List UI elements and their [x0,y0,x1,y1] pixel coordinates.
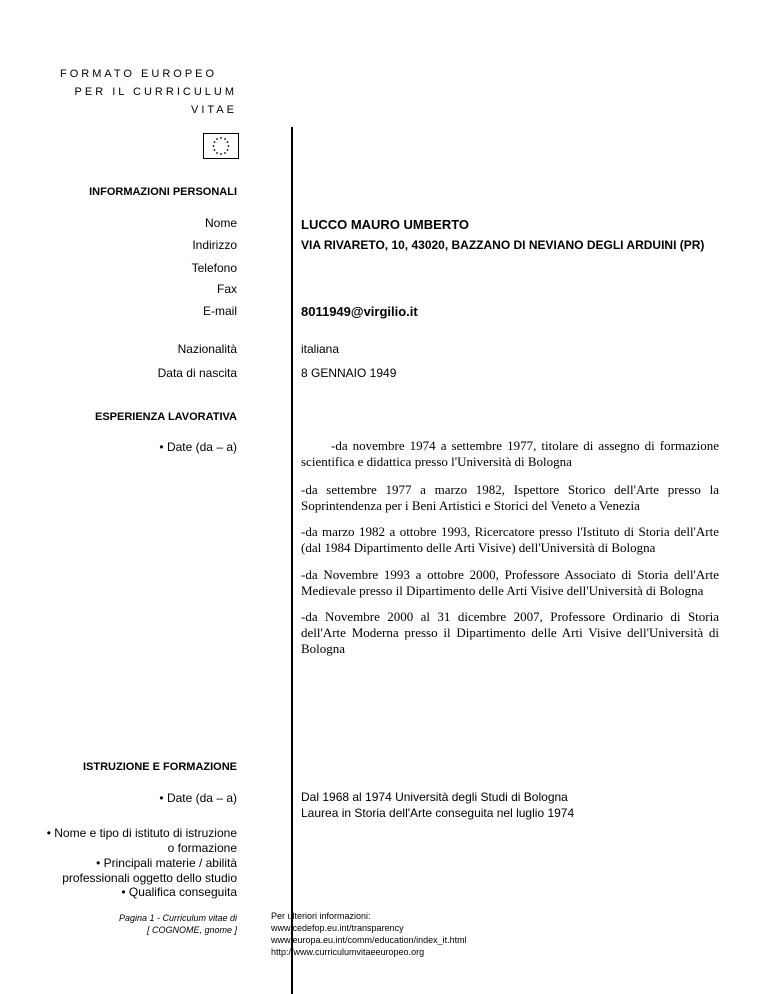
email-value[interactable]: 8011949@virgilio.it [301,304,418,319]
experience-item-5: -da Novembre 2000 al 31 dicembre 2007, Professore Ordinario di Storia dell'Arte Moderna presso il Dipartimento delle Arti Visive dell'Università di Bologna [301,609,719,656]
experience-item-1: -da novembre 1974 a settembre 1977, titolare di assegno di formazione scientifica e didattica presso l'Università di Bologna [301,438,719,469]
email-label: E-mail [202,304,237,318]
birth-value: 8 GENNAIO 1949 [301,366,397,380]
education-date-value-2: Laurea in Storia dell'Arte conseguita nel luglio 1974 [301,806,575,820]
education-date-value-1: Dal 1968 al 1974 Università degli Studi di Bologna [301,790,568,804]
experience-date-label: • Date (da – a) [159,440,237,454]
footer-page-label: Pagina 1 - Curriculum vitae di [118,913,237,923]
address-value: VIA RIVARETO, 10, 43020, BAZZANO DI NEVIANO DEGLI ARDUINI (PR) [301,238,705,252]
experience-item-2: -da settembre 1977 a marzo 1982, Ispettore Storico dell'Arte presso la Soprintendenza per i Beni Artistici e Storici del Veneto a Venezia [301,482,719,513]
cv-header-line-3: VITAE [191,104,237,116]
address-label: Indirizzo [192,238,237,252]
education-subjects-label: • Principali materie / abilità professionali oggetto dello studio [62,856,237,885]
footer-name-label: [ COGNOME, gnome ] [146,925,237,935]
section-title-experience: ESPERIENZA LAVORATIVA [95,411,237,423]
name-label: Nome [204,216,237,230]
eu-flag-icon [203,133,239,159]
nationality-label: Nazionalità [177,342,237,356]
footer-link-cedefop[interactable]: www.cedefop.eu.int/transparency [271,923,404,933]
section-title-personal: INFORMAZIONI PERSONALI [89,186,237,198]
phone-label: Telefono [191,261,237,275]
fax-label: Fax [216,282,237,296]
education-date-label: • Date (da – a) [159,791,237,805]
education-institute-label: • Nome e tipo di istituto di istruzione o formazione [46,826,237,855]
section-title-education: ISTRUZIONE E FORMAZIONE [83,761,237,773]
experience-item-4: -da Novembre 1993 a ottobre 2000, Professore Associato di Storia dell'Arte Medievale presso il Dipartimento delle Arti Visive dell'Università di Bologna [301,567,719,598]
footer-link-europa[interactable]: www.europa.eu.int/comm/education/index_it.html [271,935,467,945]
education-qualification-label: • Qualifica conseguita [121,885,237,899]
footer-link-cv-europeo[interactable]: http://www.curriculumvitaeeuropeo.org [271,947,425,957]
name-value: LUCCO MAURO UMBERTO [301,217,470,232]
cv-header-line-2: PER IL CURRICULUM [74,86,237,98]
nationality-value: italiana [301,342,340,356]
column-divider [291,127,293,994]
birth-label: Data di nascita [157,366,237,380]
cv-header-line-1: FORMATO EUROPEO [60,68,218,80]
experience-item-3: -da marzo 1982 a ottobre 1993, Ricercatore presso l'Istituto di Storia dell'Arte (dal 1984 Dipartimento delle Arti Visive) dell'Università di Bologna [301,524,719,555]
footer-info-label: Per ulteriori informazioni: [271,911,371,921]
